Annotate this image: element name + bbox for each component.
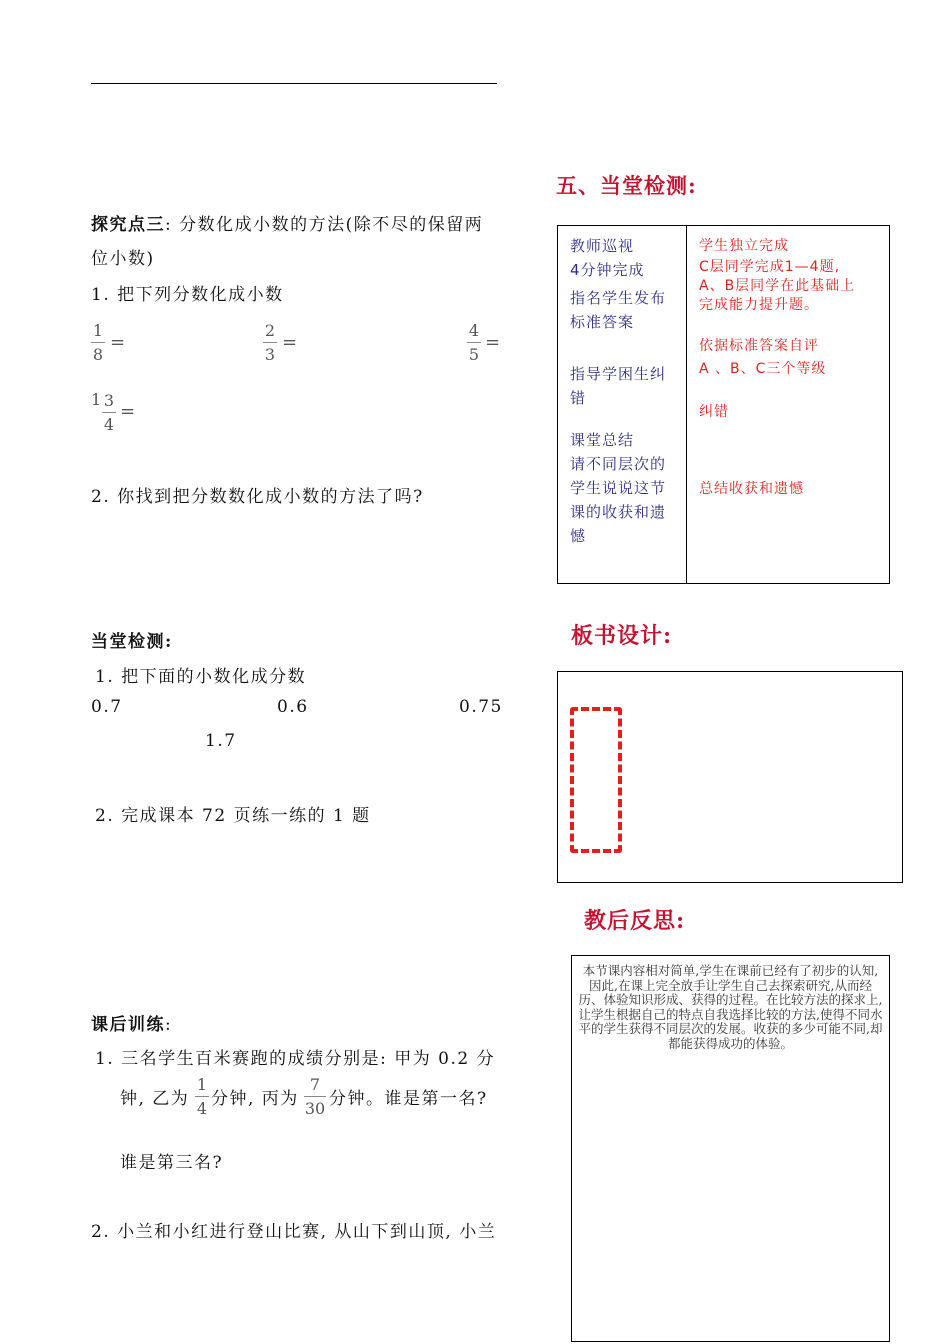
fraction-2-3 [263, 322, 277, 364]
fraction-1-4 [195, 1076, 209, 1118]
table-right-line: 学生独立完成 [699, 238, 789, 254]
table-left-line: 标准答案 [570, 313, 635, 331]
table-left-line: 请不同层次的 [570, 455, 667, 473]
top-rule [91, 83, 497, 84]
table-left-line: 学生说说这节 [570, 479, 667, 497]
test-title: 当堂检测: [91, 632, 173, 652]
decimal-0-75: 0.75 [459, 697, 503, 717]
after-q2: 2. 小兰和小红进行登山比赛, 从山下到山顶, 小兰 [91, 1222, 497, 1242]
fraction-denominator: 3 [264, 345, 276, 364]
decimal-1-7: 1.7 [205, 731, 237, 751]
fraction-numerator: 7 [309, 1075, 321, 1094]
lesson-table [557, 225, 890, 584]
after-q1-part-b: 分钟, 丙为 [211, 1089, 299, 1109]
table-left-line: 课堂总结 [570, 431, 635, 449]
table-right-column [699, 234, 889, 499]
fraction-numerator: 1 [196, 1075, 208, 1094]
table-left-line: 课的收获和遗 [570, 503, 667, 521]
table-left-column [570, 234, 682, 548]
fraction-numerator: 3 [103, 391, 115, 410]
table-right-line: A 、B、C三个等级 [699, 361, 827, 377]
after-title-text: 课后训练 [91, 1015, 165, 1035]
board-design-title: 板书设计: [571, 623, 673, 649]
section3-title-bold: 探究点三 [91, 215, 165, 235]
test-title-text: 当堂检测 [91, 632, 165, 652]
table-right-line: A、B层同学在此基础上 [699, 278, 856, 294]
fraction-4-5 [467, 322, 481, 364]
test-q1: 1. 把下面的小数化成分数 [95, 667, 307, 687]
fraction-denominator: 4 [196, 1099, 208, 1118]
after-q1-line3: 谁是第三名? [120, 1153, 224, 1173]
decimal-0-6: 0.6 [277, 697, 309, 717]
fraction-denominator: 8 [92, 345, 104, 364]
fraction-denominator: 30 [304, 1099, 326, 1118]
fraction-numerator: 2 [264, 321, 276, 340]
fraction-1-8 [91, 322, 105, 364]
equals-sign: = [485, 332, 501, 353]
mixed-number-whole: 1 [91, 390, 102, 409]
equals-sign: = [110, 332, 126, 353]
section3-title [91, 210, 511, 235]
reflection-box [571, 955, 890, 1342]
fraction-denominator: 4 [103, 415, 115, 434]
board-dashed-frame [570, 707, 622, 853]
table-right-line: C层同学完成1—4题, [699, 259, 841, 275]
after-title: 课后训练: [91, 1015, 173, 1035]
decimal-0-7: 0.7 [91, 697, 123, 717]
fraction-denominator: 5 [468, 345, 480, 364]
after-q1-part-a: 钟, 乙为 [120, 1089, 190, 1109]
table-left-line: 错 [570, 389, 587, 407]
table-left-line: 指名学生发布 [570, 289, 667, 307]
fraction-1-3-4 [102, 392, 116, 434]
equals-sign: = [120, 401, 136, 422]
heading-section-5: 五、当堂检测: [556, 173, 697, 198]
reflection-text: 本节课内容相对简单,学生在课前已经有了初步的认知,因此,在课上完全放手让学生自己去探索研究,从而经历、体验知识形成、获得的过程。在比较方法的探求上,让学生根据自己的特点自我选择比较的方法,使得不同水平的学生获得不同层次的发展。收获的多少可能不同,却都能获得成功的体验。 [578, 963, 883, 1051]
section3-q1: 1. 把下列分数化成小数 [91, 285, 284, 305]
fraction-numerator: 4 [468, 321, 480, 340]
section3-q2: 2. 你找到把分数数化成小数的方法了吗? [91, 487, 424, 507]
section3-title-rest: : 分数化成小数的方法(除不尽的保留两 [165, 215, 484, 235]
table-right-line: 依据标准答案自评 [699, 338, 819, 354]
table-divider [686, 226, 687, 583]
after-q1-line1: 1. 三名学生百米赛跑的成绩分别是: 甲为 0.2 分 [95, 1049, 496, 1069]
table-left-line: 4分钟完成 [570, 261, 645, 279]
board-design-box [557, 671, 903, 883]
table-right-line: 纠错 [699, 404, 729, 420]
section3-title-cont: 位小数) [91, 249, 155, 269]
fraction-7-30 [304, 1076, 326, 1118]
after-q1-part-c: 分钟。谁是第一名? [329, 1089, 488, 1109]
table-right-line: 完成能力提升题。 [699, 297, 819, 313]
reflection-title: 教后反思: [584, 908, 686, 934]
equals-sign: = [282, 332, 298, 353]
table-left-line: 教师巡视 [570, 237, 635, 255]
fraction-numerator: 1 [92, 321, 104, 340]
table-right-line: 总结收获和遗憾 [699, 481, 804, 497]
table-left-line: 指导学困生纠 [570, 365, 667, 383]
table-left-line: 憾 [570, 527, 587, 545]
test-q2: 2. 完成课本 72 页练一练的 1 题 [95, 806, 371, 826]
